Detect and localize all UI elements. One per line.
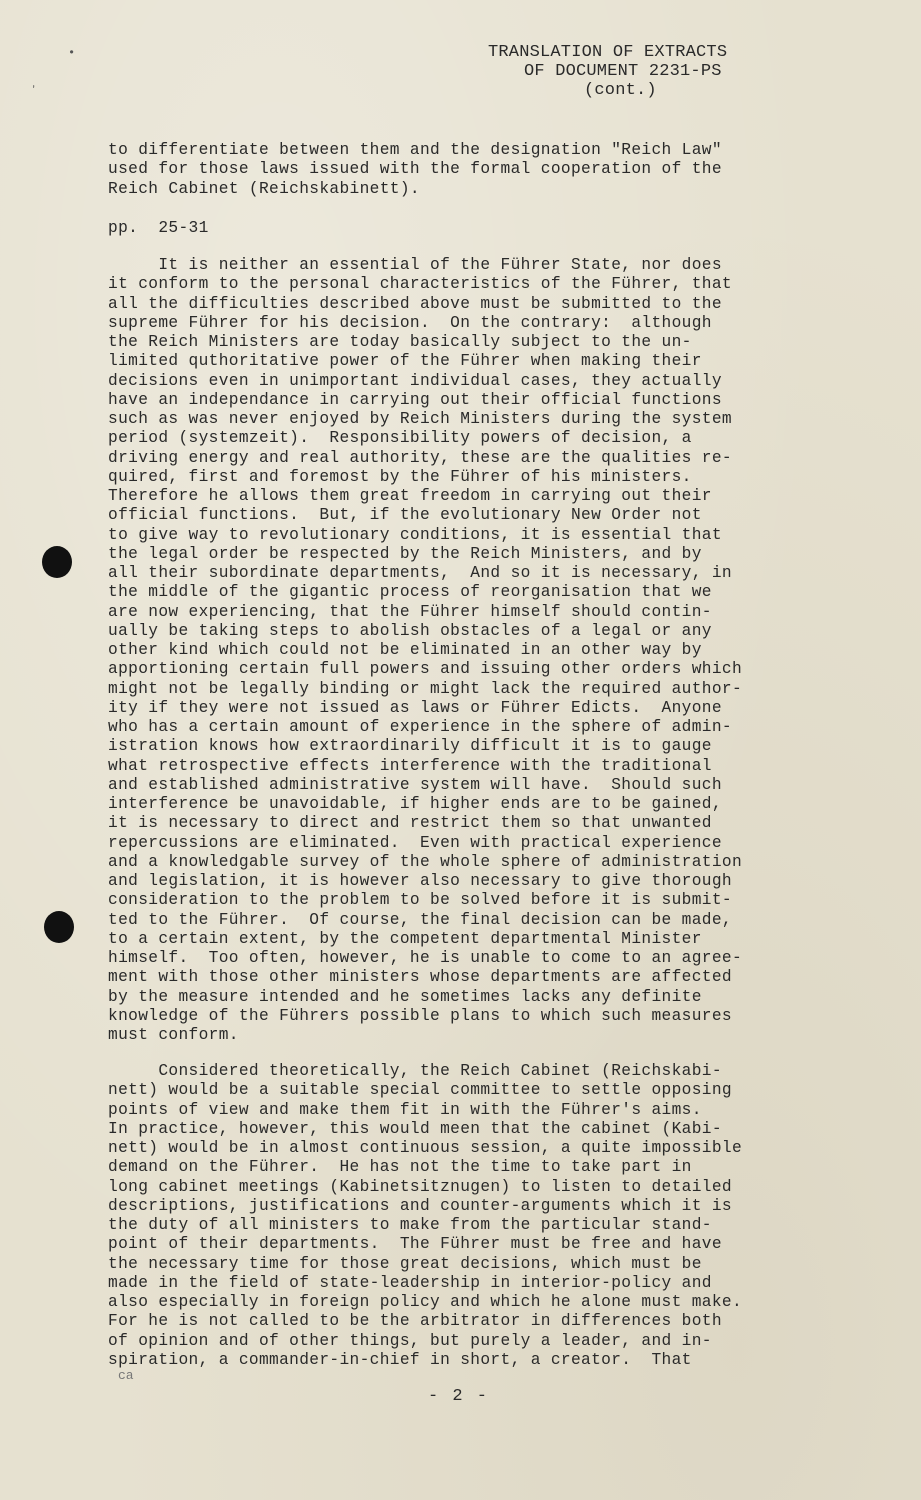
text-line: Considered theoretically, the Reich Cabinet (Reichskabi- bbox=[108, 1062, 722, 1080]
text-line: to a certain extent, by the competent departmental Minister bbox=[108, 929, 702, 948]
text-line: all the difficulties described above must be submitted to the bbox=[108, 294, 722, 313]
header-line: (cont.) bbox=[584, 81, 657, 100]
text-line: limited quthoritative power of the Führer when making their bbox=[108, 352, 702, 371]
text-line: ted to the Führer. Of course, the final decision can be made, bbox=[108, 910, 732, 929]
text-line: official functions. But, if the evolutionary New Order not bbox=[108, 506, 702, 525]
scan-speck: ʼ bbox=[30, 84, 38, 98]
text-line: such as was never enjoyed by Reich Ministers during the system bbox=[108, 410, 732, 428]
text-line: decisions even in unimportant individual cases, they actually bbox=[108, 371, 722, 390]
text-line: of opinion and of other things, but purely a leader, and in- bbox=[108, 1331, 712, 1350]
text-line: all their subordinate departments, And so it is necessary, in bbox=[108, 564, 732, 582]
intro-paragraph bbox=[108, 141, 848, 199]
text-line: the legal order be respected by the Reich Ministers, and by bbox=[108, 544, 702, 563]
text-line: interference be unavoidable, if higher ends are to be gained, bbox=[108, 795, 722, 813]
text-line: other kind which could not be eliminated in an other way by bbox=[108, 641, 702, 659]
text-line: by the measure intended and he sometimes lacks any definite bbox=[108, 987, 702, 1006]
text-line: and a knowledgable survey of the whole sphere of administration bbox=[108, 852, 743, 871]
second-paragraph bbox=[108, 1062, 848, 1370]
text-line: might not be legally binding or might lack the required author- bbox=[108, 679, 743, 698]
text-line: the necessary time for those great decisions, which must be bbox=[108, 1254, 702, 1273]
text-line: Therefore he allows them great freedom in carrying out their bbox=[108, 487, 712, 505]
text-line: what retrospective effects interference with the traditional bbox=[108, 756, 712, 775]
text-line: point of their departments. The Führer must be free and have bbox=[108, 1235, 722, 1254]
text-line: For he is not called to be the arbitrator in differences both bbox=[108, 1312, 722, 1331]
text-line: It is neither an essential of the Führer State, nor does bbox=[108, 256, 722, 274]
text-line: must conform. bbox=[108, 1026, 239, 1044]
header-line: TRANSLATION OF EXTRACTS bbox=[488, 43, 728, 62]
text-line: ment with those other ministers whose departments are affected bbox=[108, 968, 732, 987]
punch-hole bbox=[42, 546, 72, 578]
text-line: apportioning certain full powers and issuing other orders which bbox=[108, 660, 743, 679]
text-line: who has a certain amount of experience in the sphere of admin- bbox=[108, 718, 732, 736]
text-line: driving energy and real authority, these are the qualities re- bbox=[108, 448, 732, 467]
text-line: spiration, a commander-in-chief in short, a creator. That bbox=[108, 1350, 692, 1369]
text-line: istration knows how extraordinarily difficult it is to gauge bbox=[108, 737, 712, 756]
text-line: made in the field of state-leadership in interior-policy and bbox=[108, 1273, 712, 1292]
text-line: pp. 25-31 bbox=[108, 219, 209, 237]
text-line: long cabinet meetings (Kabinetsitznugen) to listen to detailed bbox=[108, 1177, 732, 1196]
text-line: quired, first and foremost by the Führer of his ministers. bbox=[108, 467, 692, 486]
text-line: descriptions, justifications and counter-arguments which it is bbox=[108, 1196, 732, 1215]
punch-hole bbox=[44, 911, 74, 943]
text-line: it is necessary to direct and restrict them so that unwanted bbox=[108, 814, 712, 833]
text-line: used for those laws issued with the formal cooperation of the bbox=[108, 160, 722, 179]
text-line: and legislation, it is however also necessary to give thorough bbox=[108, 872, 732, 890]
text-line: knowledge of the Führers possible plans to which such measures bbox=[108, 1006, 732, 1025]
text-line: to give way to revolutionary conditions, it is essential that bbox=[108, 525, 722, 544]
document-header bbox=[488, 43, 768, 100]
text-line: ity if they were not issued as laws or Führer Edicts. Anyone bbox=[108, 698, 722, 717]
main-paragraph bbox=[108, 256, 848, 1045]
text-line: the Reich Ministers are today basically subject to the un- bbox=[108, 333, 692, 351]
text-line: it conform to the personal characteristics of the Führer, that bbox=[108, 275, 732, 294]
scan-speck: • bbox=[68, 46, 76, 60]
text-line: points of view and make them fit in with the Führer's aims. bbox=[108, 1100, 702, 1119]
carry-over-word: ca bbox=[118, 1368, 134, 1383]
text-line: the middle of the gigantic process of reorganisation that we bbox=[108, 583, 712, 602]
text-line: are now experiencing, that the Führer himself should contin- bbox=[108, 602, 712, 621]
text-line: supreme Führer for his decision. On the contrary: although bbox=[108, 313, 712, 332]
text-line: demand on the Führer. He has not the time to take part in bbox=[108, 1158, 692, 1177]
text-line: period (systemzeit). Responsibility powers of decision, a bbox=[108, 429, 692, 448]
text-line: to differentiate between them and the designation "Reich Law" bbox=[108, 141, 722, 159]
page-reference bbox=[108, 219, 848, 238]
text-line: consideration to the problem to be solved before it is submit- bbox=[108, 891, 732, 910]
text-line: and established administrative system will have. Should such bbox=[108, 775, 722, 794]
text-line: In practice, however, this would meen that the cabinet (Kabi- bbox=[108, 1119, 722, 1138]
text-line: ually be taking steps to abolish obstacles of a legal or any bbox=[108, 621, 712, 640]
text-line: the duty of all ministers to make from the particular stand- bbox=[108, 1216, 712, 1234]
text-line: also especially in foreign policy and which he alone must make. bbox=[108, 1293, 743, 1311]
header-line: OF DOCUMENT 2231-PS bbox=[524, 62, 722, 81]
text-line: have an independance in carrying out their official functions bbox=[108, 390, 722, 409]
text-line: nett) would be in almost continuous session, a quite impossible bbox=[108, 1139, 743, 1157]
text-line: nett) would be a suitable special committee to settle opposing bbox=[108, 1081, 732, 1100]
text-line: repercussions are eliminated. Even with practical experience bbox=[108, 833, 722, 852]
text-line: himself. Too often, however, he is unable to come to an agree- bbox=[108, 949, 743, 967]
text-line: Reich Cabinet (Reichskabinett). bbox=[108, 179, 420, 198]
page-number: - 2 - bbox=[428, 1387, 490, 1406]
